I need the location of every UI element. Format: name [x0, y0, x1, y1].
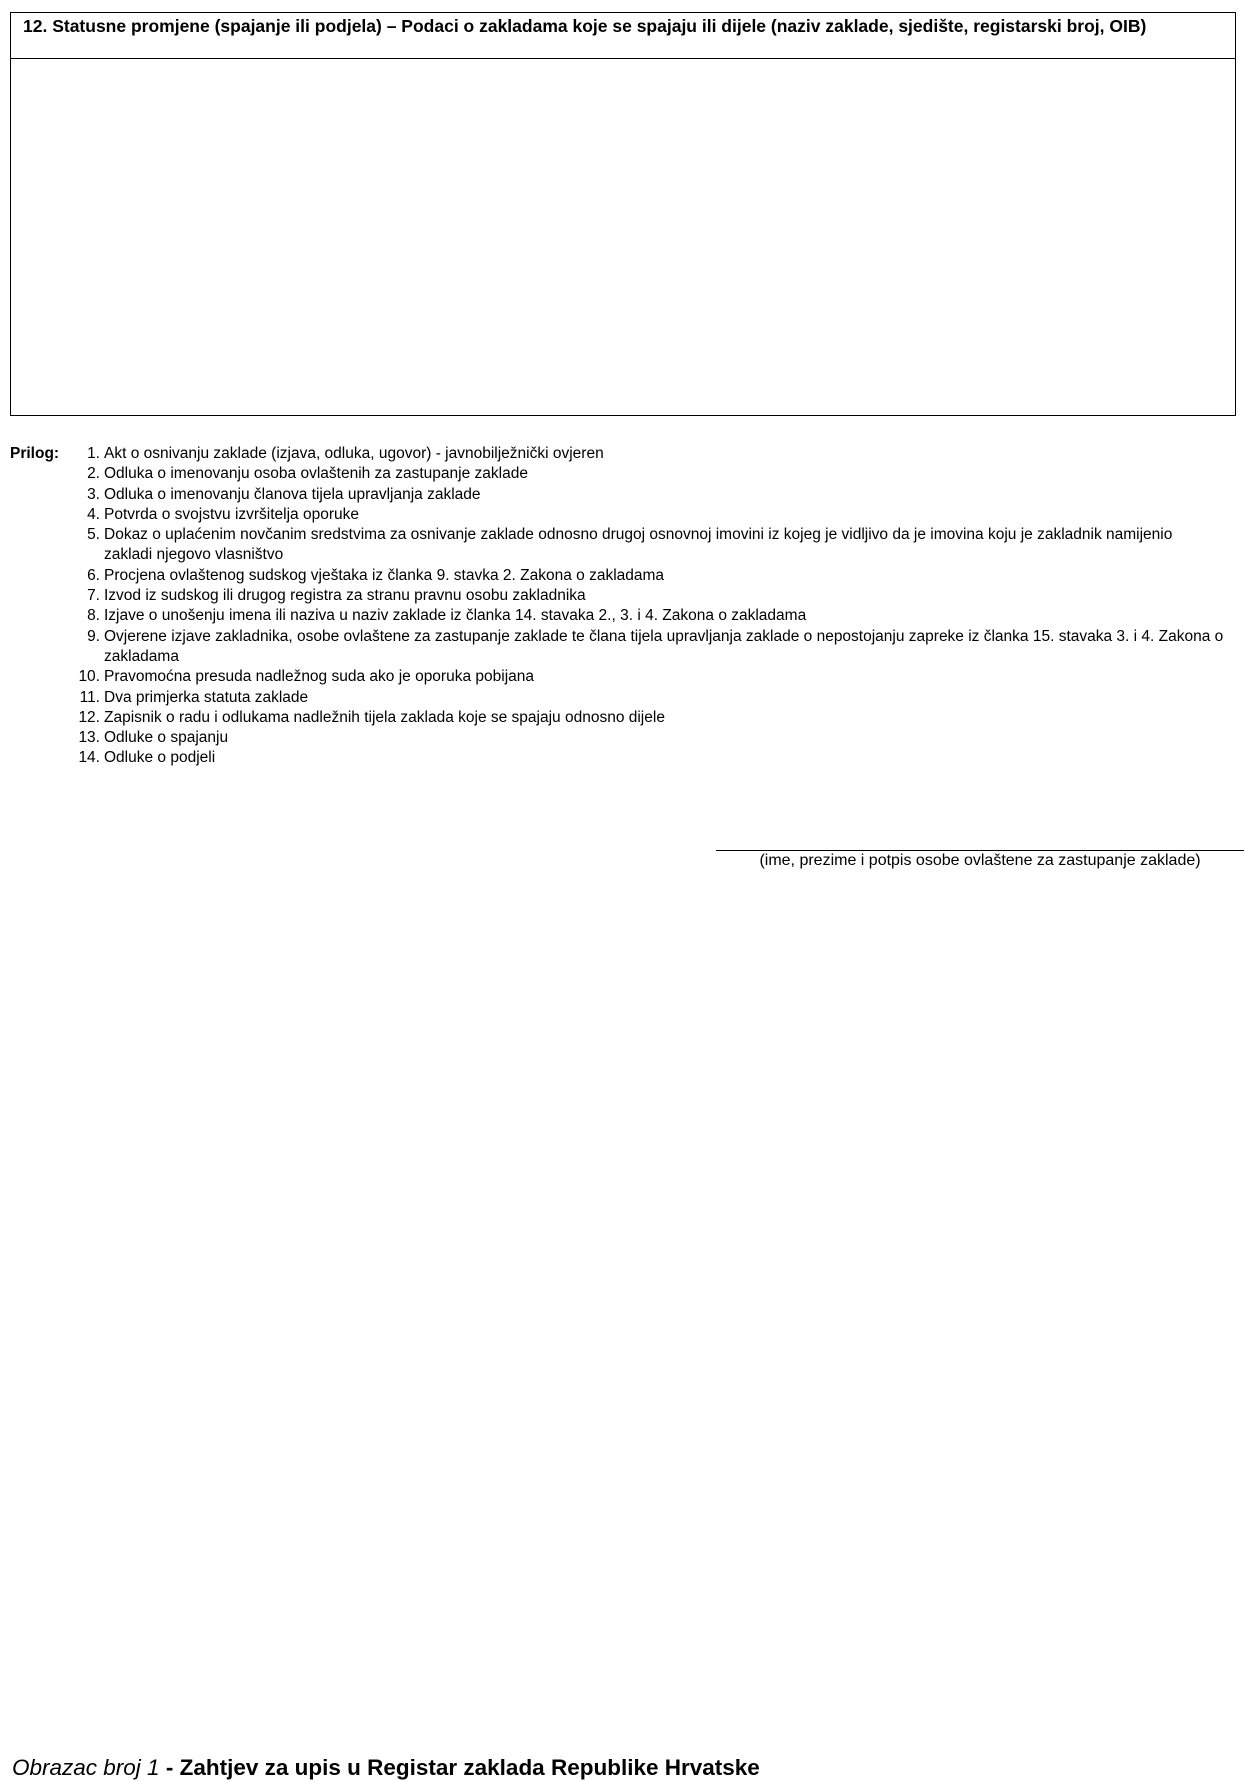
section-12-title: 12. Statusne promjene (spajanje ili podjela) – Podaci o zakladama koje se spajaju ili dijele (naziv zaklade, sjedište, registarski broj, OIB) [11, 13, 1235, 59]
attachments-label: Prilog: [10, 445, 60, 462]
attachment-text: Dokaz o uplaćenim novčanim sredstvima za osnivanje zaklade odnosno drugoj osnovnoj imovini iz kojeg je vidljivo da je imovina koju je zakladnik namijenio zakladi njegovo vlasništvo [104, 526, 1173, 564]
attachment-item [74, 728, 1224, 748]
attachment-number: 14. [78, 749, 100, 767]
attachments-list [74, 444, 1224, 769]
footer-title: Zahtjev za upis u Registar zaklada Republike Hrvatske [179, 1755, 760, 1780]
section-12-input-area[interactable] [11, 59, 1235, 415]
attachment-text: Odluka o imenovanju članova tijela upravljanja zaklade [104, 485, 481, 503]
page-footer [12, 1755, 760, 1781]
attachment-number: 2. [87, 465, 100, 483]
attachment-item [74, 525, 1224, 566]
attachment-text: Ovjerene izjave zakladnika, osobe ovlaštene za zastupanje zaklade te člana tijela upravljanja zaklade o nepostojanju zapreke iz članka 15. stavaka 3. i 4. Zakona o zakladama [104, 627, 1224, 665]
attachment-number: 6. [87, 566, 100, 584]
attachment-number: 4. [87, 505, 100, 523]
attachment-item [74, 485, 1224, 505]
attachment-text: Procjena ovlaštenog sudskog vještaka iz članka 9. stavka 2. Zakona o zakladama [104, 566, 665, 584]
attachment-item [74, 627, 1224, 668]
footer-form-name: Obrazac broj 1 [12, 1755, 160, 1780]
attachment-text: Odluka o imenovanju osoba ovlaštenih za zastupanje zaklade [104, 465, 528, 483]
section-12-box [10, 12, 1236, 416]
attachment-item [74, 464, 1224, 484]
attachment-item [74, 505, 1224, 525]
attachment-number: 10. [78, 668, 100, 686]
attachment-number: 1. [87, 445, 100, 462]
attachment-item [74, 708, 1224, 728]
attachment-item [74, 606, 1224, 626]
attachment-item [74, 748, 1224, 768]
signature-caption: (ime, prezime i potpis osobe ovlaštene za zastupanje zaklade) [759, 852, 1201, 869]
attachment-text: Dva primjerka statuta zaklade [104, 688, 309, 706]
attachment-number: 13. [78, 729, 100, 747]
attachment-text: Potvrda o svojstvu izvršitelja oporuke [104, 505, 360, 523]
attachment-item [74, 566, 1224, 586]
attachment-text: Odluke o podjeli [104, 749, 216, 767]
attachment-number: 3. [87, 485, 100, 503]
attachment-number: 7. [87, 587, 100, 605]
footer-separator: - [159, 1755, 180, 1780]
attachment-number: 8. [87, 607, 100, 625]
attachment-item [74, 688, 1224, 708]
attachment-text: Pravomoćna presuda nadležnog suda ako je oporuka pobijana [104, 668, 534, 686]
attachment-number: 5. [87, 526, 100, 544]
attachment-item [74, 444, 1224, 464]
attachment-number: 9. [87, 627, 100, 645]
attachment-text: Izvod iz sudskog ili drugog registra za stranu pravnu osobu zakladnika [104, 587, 586, 605]
attachment-number: 12. [78, 708, 100, 726]
attachment-text: Zapisnik o radu i odlukama nadležnih tijela zaklada koje se spajaju odnosno dijele [104, 708, 665, 726]
attachment-text: Izjave o unošenju imena ili naziva u naziv zaklade iz članka 14. stavaka 2., 3. i 4. Zakona o zakladama [104, 607, 807, 625]
attachment-number: 11. [79, 688, 100, 706]
attachment-item [74, 586, 1224, 606]
attachment-item [74, 667, 1224, 687]
attachment-text: Odluke o spajanju [104, 729, 229, 747]
attachment-text: Akt o osnivanju zaklade (izjava, odluka, ugovor) - javnobilježnički ovjeren [104, 445, 604, 462]
